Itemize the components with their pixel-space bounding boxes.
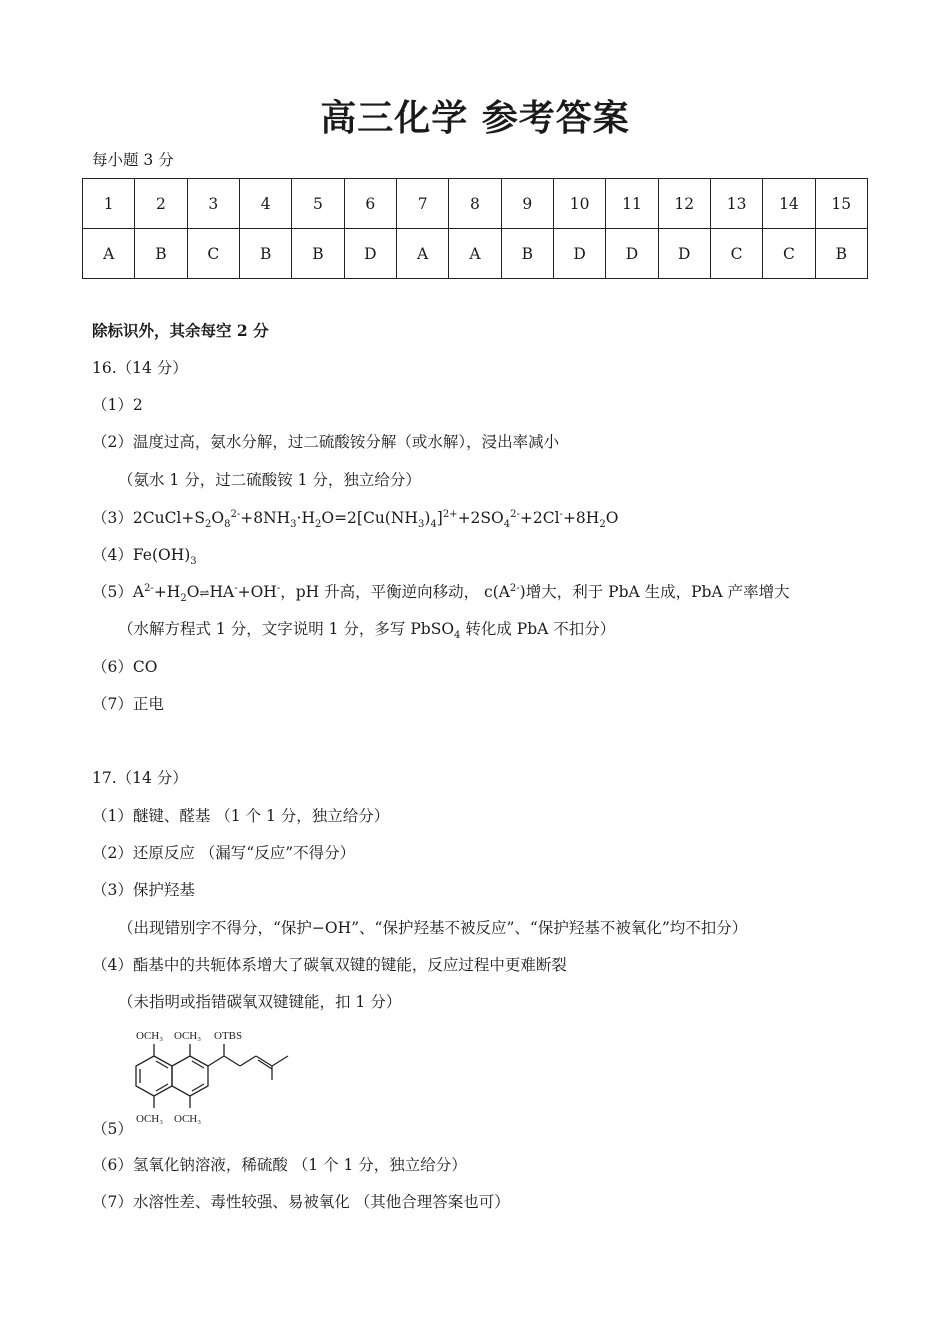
table-cell-answer: B	[815, 229, 867, 279]
table-cell-question-number: 4	[239, 179, 291, 229]
table-cell-question-number: 12	[658, 179, 710, 229]
table-cell-answer: A	[83, 229, 135, 279]
table-cell-answer: D	[606, 229, 658, 279]
table-cell-question-number: 11	[606, 179, 658, 229]
table-cell-question-number: 1	[83, 179, 135, 229]
q17-header: 17.（14 分）	[92, 769, 188, 787]
equilibrium-arrow-icon: ⇌	[199, 586, 210, 600]
table-cell-answer: B	[501, 229, 553, 279]
table-cell-answer: C	[763, 229, 815, 279]
table-cell-question-number: 5	[292, 179, 344, 229]
q17-answer-1: （1）醚键、醛基 （1 个 1 分，独立给分）	[92, 807, 390, 825]
table-cell-question-number: 8	[449, 179, 501, 229]
structure-label-och3-bottom-2: OCH₃	[174, 1113, 202, 1125]
q16-header: 16.（14 分）	[92, 359, 188, 377]
molecule-structure-image	[128, 1022, 298, 1138]
table-cell-question-number: 2	[135, 179, 187, 229]
q17-answer-3-note: （出现错别字不得分，“保护−OH”、“保护羟基不被反应”、“保护羟基不被氧化”均不扣分）	[118, 919, 748, 937]
q16-answer-5-note: （水解方程式 1 分，文字说明 1 分，多写 PbSO$_4$ 转化成 PbA 不扣分）	[118, 620, 616, 642]
table-row-numbers	[83, 179, 868, 229]
q16-answer-7: （7）正电	[92, 695, 164, 713]
page-title: 高三化学 参考答案	[320, 98, 630, 139]
q16-answer-1: （1）2	[92, 396, 143, 414]
table-cell-question-number: 13	[710, 179, 762, 229]
table-cell-question-number: 6	[344, 179, 396, 229]
table-cell-question-number: 14	[763, 179, 815, 229]
table-cell-question-number: 9	[501, 179, 553, 229]
q17-answer-7: （7）水溶性差、毒性较强、易被氧化 （其他合理答案也可）	[92, 1193, 510, 1211]
table-cell-answer: A	[449, 229, 501, 279]
structure-label-och3-top-2: OCH₃	[174, 1030, 202, 1042]
table-cell-question-number: 10	[553, 179, 605, 229]
table-row-answers	[83, 229, 868, 279]
table-cell-answer: B	[239, 229, 291, 279]
table-cell-question-number: 15	[815, 179, 867, 229]
q17-answer-4-note: （未指明或指错碳氧双键键能，扣 1 分）	[118, 993, 402, 1011]
q17-answer-4: （4）酯基中的共轭体系增大了碳氧双键的键能，反应过程中更难断裂	[92, 956, 567, 974]
table-cell-answer: C	[710, 229, 762, 279]
table-cell-answer: D	[344, 229, 396, 279]
q16-answer-5: $(5)A^{2-}+H_2O\rightleftharpoons HA^-+OH^-$，pH 升高，平衡逆向移动， $c(A^{2-})$增大，利于 PbA 生成，PbA 产率增大	[92, 582, 790, 605]
answer-table	[82, 178, 868, 279]
q17-answer-2: （2）还原反应 （漏写“反应”不得分）	[92, 844, 356, 862]
table-cell-answer: B	[292, 229, 344, 279]
table-cell-answer: B	[135, 229, 187, 279]
q17-answer-3: （3）保护羟基	[92, 881, 195, 899]
q17-answer-6: （6）氢氧化钠溶液，稀硫酸 （1 个 1 分，独立给分）	[92, 1156, 467, 1174]
table-cell-answer: D	[553, 229, 605, 279]
q16-answer-2: （2）温度过高，氨水分解，过二硫酸铵分解（或水解），浸出率减小	[92, 433, 560, 451]
q17-answer-5-label: （5）	[92, 1120, 133, 1138]
table-cell-question-number: 3	[187, 179, 239, 229]
q16-answer-6: （6）CO	[92, 658, 158, 676]
table-cell-answer: D	[658, 229, 710, 279]
table-cell-question-number: 7	[396, 179, 448, 229]
q16-answer-3-equation: $(3)2CuCl+S_2O_8^{2-}+8NH_3\cdot H_2O=2[Cu(NH_3)_4]^{2+}+2SO_4^{2-}+2Cl^-+8H_2O$	[92, 508, 619, 531]
table-cell-answer: A	[396, 229, 448, 279]
section-note: 除标识外，其余每空 2 分	[92, 321, 269, 340]
structure-label-och3-top-1: OCH₃	[136, 1030, 164, 1042]
table-cell-answer: C	[187, 229, 239, 279]
q16-answer-4: $(4)Fe(OH)_3$	[92, 546, 197, 568]
score-note: 每小题 3 分	[92, 151, 174, 169]
structure-label-otbs: OTBS	[214, 1030, 243, 1042]
q16-answer-2-note: （氨水 1 分，过二硫酸铵 1 分，独立给分）	[118, 471, 421, 489]
structure-label-och3-bottom-1: OCH₃	[136, 1113, 164, 1125]
